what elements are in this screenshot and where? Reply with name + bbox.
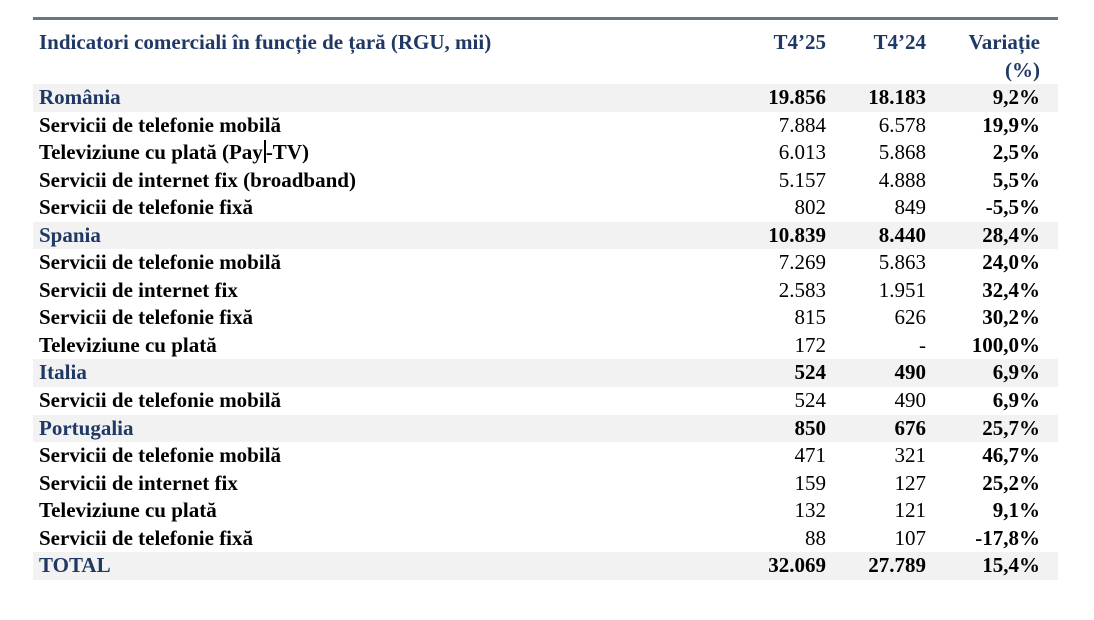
value-variation: 19,9% [982,112,1040,137]
value-t425: 5.157 [778,167,826,192]
row-label: Servicii de internet fix (broadband) [39,167,356,192]
value-variation: 6,9% [926,359,1058,387]
value-t424: 676 [826,415,926,443]
value-t424: 4.888 [878,167,926,192]
value-variation: 100,0% [971,332,1040,357]
column-header-variation-line1: Variație [968,30,1040,54]
table-row [33,194,1058,222]
value-variation: -5,5% [985,195,1040,220]
value-t425: 6.013 [778,140,826,165]
row-label: Servicii de telefonie fixă [39,195,254,220]
table-row [33,139,1058,167]
column-header-variation [926,20,1058,84]
table-row [33,112,1058,140]
column-header-t425: T4’25 [773,30,826,54]
value-variation: 28,4% [926,222,1058,250]
value-t425: 132 [794,498,826,523]
table-row [33,470,1058,498]
value-variation: 25,7% [926,415,1058,443]
value-variation: 6,9% [992,388,1040,413]
value-t425: 10.839 [723,222,826,250]
table-title: Indicatori comerciali în funcție de țară (RGU, mii) [39,30,492,54]
row-label: Servicii de telefonie fixă [39,305,254,330]
table-row [33,442,1058,470]
row-label: Servicii de telefonie mobilă [39,443,282,468]
value-t425: 7.269 [778,250,826,275]
value-variation: 46,7% [982,443,1040,468]
value-t425: 815 [794,305,826,330]
table-row-country-spania [33,222,1058,250]
value-t425: 88 [805,525,826,550]
value-variation: 32,4% [982,277,1040,302]
table-row-country-romania [33,84,1058,112]
row-label-text: Televiziune cu plată (Pay [39,140,263,165]
column-header-variation-line2: (%) [1005,57,1040,82]
table-row [33,525,1058,553]
value-t424: 490 [826,359,926,387]
value-t424: 18.183 [826,84,926,112]
value-variation: 9,2% [926,84,1058,112]
table-row-country-portugalia [33,415,1058,443]
value-t424: - [919,332,926,357]
value-t424: 626 [894,305,926,330]
value-t424: 490 [894,388,926,413]
value-t425: 172 [794,332,826,357]
value-t425: 524 [794,388,826,413]
value-t424: 8.440 [826,222,926,250]
value-t425: 524 [723,359,826,387]
value-t425: 471 [794,443,826,468]
table-row [33,332,1058,360]
table-row [33,167,1058,195]
row-label: Portugalia [33,415,723,443]
column-header-t424: T4’24 [873,30,926,54]
value-t424: 107 [894,525,926,550]
row-label [33,139,723,167]
value-variation: 30,2% [982,305,1040,330]
value-t424: 127 [894,470,926,495]
table-row-total [33,552,1058,580]
value-variation: 15,4% [926,552,1058,580]
table-row [33,497,1058,525]
row-label: Servicii de telefonie mobilă [39,250,282,275]
value-t424: 5.863 [878,250,926,275]
row-label: Servicii de telefonie fixă [39,525,254,550]
table-row [33,304,1058,332]
value-variation: -17,8% [975,525,1040,550]
value-variation: 5,5% [992,167,1040,192]
row-label: Servicii de internet fix [39,277,238,302]
indicators-table-container [33,17,1058,580]
row-label: TOTAL [33,552,723,580]
value-t424: 121 [894,498,926,523]
value-t424: 321 [894,443,926,468]
value-variation: 24,0% [982,250,1040,275]
row-label: România [33,84,723,112]
indicators-table [33,20,1058,580]
value-variation: 2,5% [992,140,1040,165]
value-variation: 9,1% [992,498,1040,523]
value-t424: 27.789 [826,552,926,580]
row-label: Italia [33,359,723,387]
header-row [33,20,1058,84]
value-t425: 32.069 [723,552,826,580]
row-label: Televiziune cu plată [39,498,217,523]
row-label: Spania [33,222,723,250]
row-label: Servicii de internet fix [39,470,238,495]
value-t424: 5.868 [878,140,926,165]
value-t424: 849 [894,195,926,220]
row-label-text: -TV) [265,140,309,165]
row-label: Servicii de telefonie mobilă [39,112,282,137]
row-label: Televiziune cu plată [39,332,217,357]
value-t425: 159 [794,470,826,495]
value-t424: 6.578 [878,112,926,137]
value-t425: 802 [794,195,826,220]
value-t425: 850 [723,415,826,443]
table-row [33,277,1058,305]
table-row-country-italia [33,359,1058,387]
value-t425: 7.884 [778,112,826,137]
value-t425: 2.583 [778,277,826,302]
value-t424: 1.951 [878,277,926,302]
row-label: Servicii de telefonie mobilă [39,388,282,413]
table-row [33,249,1058,277]
value-variation: 25,2% [982,470,1040,495]
table-row [33,387,1058,415]
value-t425: 19.856 [723,84,826,112]
